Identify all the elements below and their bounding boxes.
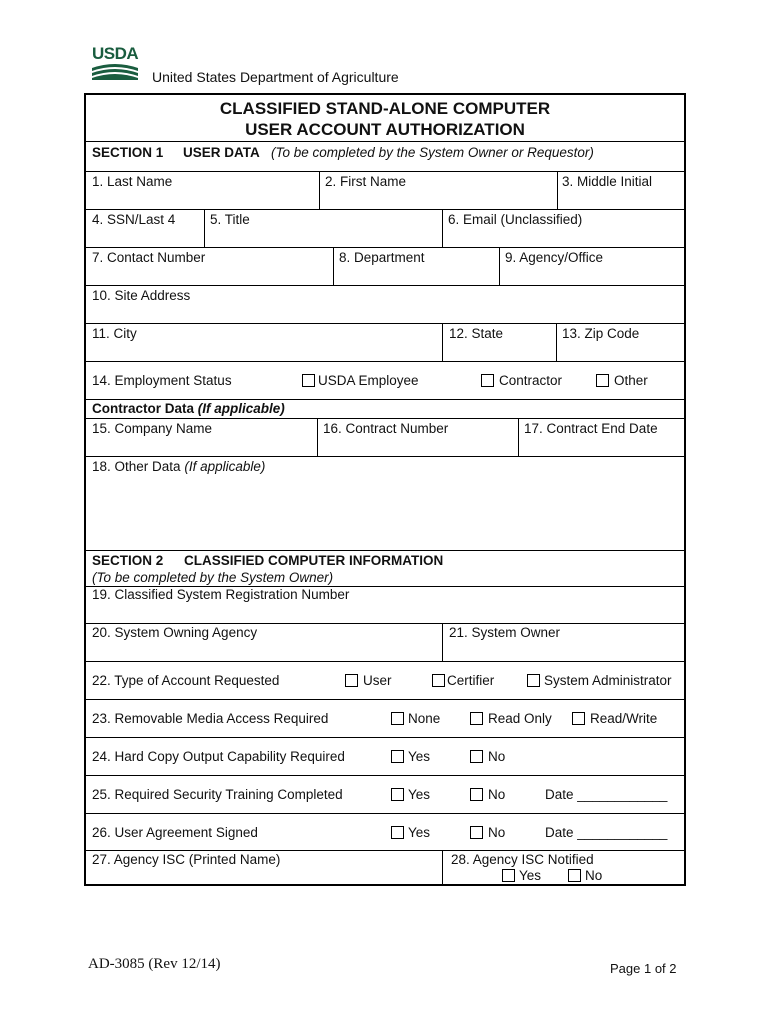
system-registration-number-field[interactable]: 19. Classified System Registration Number bbox=[92, 587, 350, 602]
section1-label: SECTION 1 bbox=[92, 145, 164, 160]
divider bbox=[86, 550, 684, 551]
training-no-label: No bbox=[488, 787, 506, 802]
isc-notified-yes-label: Yes bbox=[519, 868, 542, 883]
agreement-date-field[interactable]: Date ____________ bbox=[545, 825, 668, 840]
training-date-field[interactable]: Date ____________ bbox=[545, 787, 668, 802]
user-checkbox[interactable] bbox=[345, 674, 358, 687]
divider bbox=[86, 850, 684, 851]
divider bbox=[86, 141, 684, 142]
media-none-checkbox[interactable] bbox=[391, 712, 404, 725]
divider bbox=[557, 171, 558, 209]
security-training-label: 25. Required Security Training Completed bbox=[92, 787, 343, 802]
divider bbox=[86, 418, 684, 419]
divider bbox=[442, 323, 443, 361]
department-field[interactable]: 8. Department bbox=[339, 250, 425, 265]
divider bbox=[86, 399, 684, 400]
ssn-last4-field[interactable]: 4. SSN/Last 4 bbox=[92, 212, 176, 227]
isc-notified-yes-checkbox[interactable] bbox=[502, 869, 515, 882]
divider bbox=[86, 361, 684, 362]
department-name: United States Department of Agriculture bbox=[152, 69, 399, 85]
system-administrator-label: System Administrator bbox=[544, 673, 672, 688]
city-field[interactable]: 11. City bbox=[92, 326, 137, 341]
divider bbox=[518, 418, 519, 456]
divider bbox=[86, 737, 684, 738]
removable-media-label: 23. Removable Media Access Required bbox=[92, 711, 329, 726]
title-field[interactable]: 5. Title bbox=[210, 212, 250, 227]
divider bbox=[333, 247, 334, 285]
system-owning-agency-field[interactable]: 20. System Owning Agency bbox=[92, 625, 258, 640]
training-yes-checkbox[interactable] bbox=[391, 788, 404, 801]
certifier-label: Certifier bbox=[447, 673, 495, 688]
isc-notified-no-checkbox[interactable] bbox=[568, 869, 581, 882]
agreement-no-checkbox[interactable] bbox=[470, 826, 483, 839]
hard-copy-no-checkbox[interactable] bbox=[470, 750, 483, 763]
other-label: Other bbox=[614, 373, 648, 388]
divider bbox=[86, 623, 684, 624]
first-name-field[interactable]: 2. First Name bbox=[325, 174, 407, 189]
contractor-label: Contractor bbox=[499, 373, 563, 388]
state-field[interactable]: 12. State bbox=[449, 326, 504, 341]
section2-heading: CLASSIFIED COMPUTER INFORMATION bbox=[184, 553, 444, 568]
system-administrator-checkbox[interactable] bbox=[527, 674, 540, 687]
certifier-checkbox[interactable] bbox=[432, 674, 445, 687]
hard-copy-yes-checkbox[interactable] bbox=[391, 750, 404, 763]
agreement-yes-checkbox[interactable] bbox=[391, 826, 404, 839]
divider bbox=[204, 209, 205, 247]
contractor-data-title: Contractor Data bbox=[92, 401, 195, 416]
form-number: AD-3085 (Rev 12/14) bbox=[88, 956, 221, 972]
divider bbox=[442, 850, 443, 886]
agreement-no-label: No bbox=[488, 825, 506, 840]
divider bbox=[317, 418, 318, 456]
divider bbox=[86, 323, 684, 324]
last-name-field[interactable]: 1. Last Name bbox=[92, 174, 173, 189]
email-field[interactable]: 6. Email (Unclassified) bbox=[448, 212, 583, 227]
form-title-line1: CLASSIFIED STAND-ALONE COMPUTER bbox=[219, 99, 551, 118]
contract-end-date-field[interactable]: 17. Contract End Date bbox=[524, 421, 658, 436]
usda-employee-label: USDA Employee bbox=[318, 373, 419, 388]
divider bbox=[556, 323, 557, 361]
other-checkbox[interactable] bbox=[596, 374, 609, 387]
other-data-label: 18. Other Data bbox=[92, 459, 181, 474]
divider bbox=[86, 661, 684, 662]
form-title-line2: USER ACCOUNT AUTHORIZATION bbox=[245, 120, 525, 139]
media-none-label: None bbox=[408, 711, 441, 726]
section1-note: (To be completed by the System Owner or Requestor) bbox=[271, 145, 594, 160]
training-yes-label: Yes bbox=[408, 787, 431, 802]
authorization-form bbox=[84, 93, 686, 886]
middle-initial-field[interactable]: 3. Middle Initial bbox=[562, 174, 653, 189]
divider bbox=[86, 285, 684, 286]
system-owner-field[interactable]: 21. System Owner bbox=[449, 625, 561, 640]
divider bbox=[86, 456, 684, 457]
usda-employee-checkbox[interactable] bbox=[302, 374, 315, 387]
divider bbox=[319, 171, 320, 209]
agency-isc-notified-label: 28. Agency ISC Notified bbox=[451, 852, 594, 867]
other-data-field[interactable] bbox=[92, 459, 265, 474]
contract-number-field[interactable]: 16. Contract Number bbox=[323, 421, 449, 436]
hard-copy-output-label: 24. Hard Copy Output Capability Required bbox=[92, 749, 345, 764]
user-agreement-label: 26. User Agreement Signed bbox=[92, 825, 258, 840]
divider bbox=[442, 209, 443, 247]
divider bbox=[86, 699, 684, 700]
hard-copy-no-label: No bbox=[488, 749, 506, 764]
divider bbox=[442, 623, 443, 661]
usda-logo-text: USDA bbox=[92, 44, 139, 63]
contractor-data-heading bbox=[92, 401, 285, 416]
hard-copy-yes-label: Yes bbox=[408, 749, 431, 764]
account-type-label: 22. Type of Account Requested bbox=[92, 673, 280, 688]
contractor-data-note: (If applicable) bbox=[197, 401, 285, 416]
divider bbox=[86, 209, 684, 210]
media-read-write-checkbox[interactable] bbox=[572, 712, 585, 725]
divider bbox=[86, 813, 684, 814]
media-read-only-label: Read Only bbox=[488, 711, 552, 726]
training-no-checkbox[interactable] bbox=[470, 788, 483, 801]
agency-office-field[interactable]: 9. Agency/Office bbox=[505, 250, 604, 265]
zip-code-field[interactable]: 13. Zip Code bbox=[562, 326, 640, 341]
user-label: User bbox=[363, 673, 392, 688]
contact-number-field[interactable]: 7. Contact Number bbox=[92, 250, 206, 265]
employment-status-label: 14. Employment Status bbox=[92, 373, 232, 388]
usda-logo-swoosh-icon bbox=[92, 62, 138, 80]
section1-heading: USER DATA bbox=[183, 145, 260, 160]
divider bbox=[86, 247, 684, 248]
section2-label: SECTION 2 bbox=[92, 553, 164, 568]
site-address-field[interactable]: 10. Site Address bbox=[92, 288, 191, 303]
other-data-note: (If applicable) bbox=[184, 459, 266, 474]
divider bbox=[86, 775, 684, 776]
divider bbox=[86, 171, 684, 172]
media-read-write-label: Read/Write bbox=[590, 711, 658, 726]
agency-isc-name-field[interactable]: 27. Agency ISC (Printed Name) bbox=[92, 852, 281, 867]
company-name-field[interactable]: 15. Company Name bbox=[92, 421, 213, 436]
contractor-checkbox[interactable] bbox=[481, 374, 494, 387]
page-number: Page 1 of 2 bbox=[610, 961, 677, 976]
isc-notified-no-label: No bbox=[585, 868, 603, 883]
divider bbox=[499, 247, 500, 285]
media-read-only-checkbox[interactable] bbox=[470, 712, 483, 725]
agreement-yes-label: Yes bbox=[408, 825, 431, 840]
section2-note: (To be completed by the System Owner) bbox=[92, 570, 334, 585]
